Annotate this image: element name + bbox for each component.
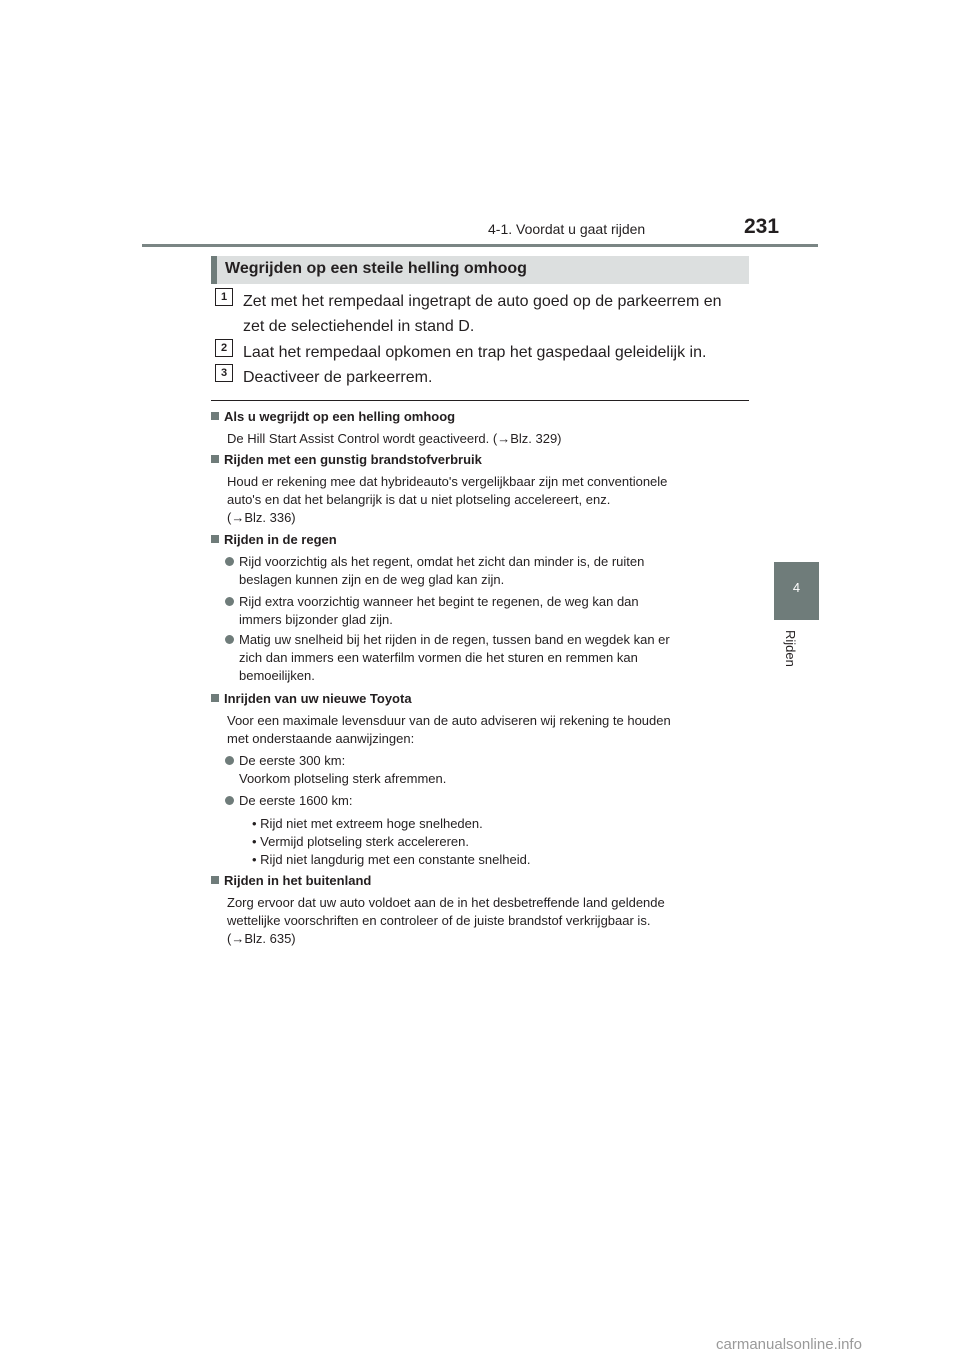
bullet-line: De eerste 300 km: [239, 753, 346, 768]
bullet-line: De eerste 1600 km: [239, 793, 353, 808]
bullet-line: Rijd extra voorzichtig wanneer het begint te regenen, de weg kan dan [239, 594, 639, 609]
note-line: (→Blz. 635) [227, 931, 296, 946]
note-title-fuel [211, 452, 482, 467]
bullet-line: Voorkom plotseling sterk afremmen. [239, 771, 447, 786]
header-section-title: 4-1. Voordat u gaat rijden [488, 221, 646, 237]
section-heading-text: Wegrijden op een steile helling omhoog [225, 260, 527, 277]
bullet-line: zich dan immers een waterfilm vormen die het sturen en remmen kan [239, 650, 638, 665]
round-bullet-icon [225, 557, 234, 566]
note-line: auto's en dat het belangrijk is dat u niet plotseling accelereert, enz. [227, 492, 611, 507]
sub-bullet-line: • Rijd niet met extreem hoge snelheden. [252, 816, 483, 831]
note-title-text: Inrijden van uw nieuwe Toyota [224, 691, 412, 706]
chapter-label-text: Rijden [783, 630, 798, 667]
bullet-line: immers bijzonder glad zijn. [239, 612, 393, 627]
bullet-line: Rijd voorzichtig als het regent, omdat het zicht dan minder is, de ruiten [239, 554, 645, 569]
bullet-line: bemoeilijken. [239, 668, 315, 683]
section-heading [211, 256, 749, 284]
round-bullet-icon [225, 796, 234, 805]
note-title-text: Rijden met een gunstig brandstofverbruik [224, 452, 482, 467]
step-number-1: 1 [215, 288, 233, 306]
step-1-line-1: Zet met het rempedaal ingetrapt de auto goed op de parkeerrem en [243, 293, 722, 310]
note-title-text: Rijden in de regen [224, 532, 337, 547]
watermark: carmanualsonline.info [716, 1336, 862, 1353]
page-number: 231 [744, 215, 780, 238]
round-bullet-icon [225, 756, 234, 765]
chapter-tab [774, 562, 819, 620]
square-bullet-icon [211, 412, 219, 420]
sub-bullet-line: • Rijd niet langdurig met een constante snelheid. [252, 852, 531, 867]
note-line: Zorg ervoor dat uw auto voldoet aan de in het desbetreffende land geldende [227, 895, 665, 910]
note-title-uphill [211, 409, 455, 424]
note-line: met onderstaande aanwijzingen: [227, 731, 415, 746]
square-bullet-icon [211, 694, 219, 702]
note-line: Houd er rekening mee dat hybrideauto's vergelijkbaar zijn met conventionele [227, 474, 668, 489]
step-number-3: 3 [215, 364, 233, 382]
note-line: De Hill Start Assist Control wordt geactiveerd. (→Blz. 329) [227, 431, 562, 446]
step-3-line-1: Deactiveer de parkeerrem. [243, 369, 433, 386]
sub-bullet-line: • Vermijd plotseling sterk accelereren. [252, 834, 469, 849]
note-title-text: Rijden in het buitenland [224, 873, 372, 888]
header-rule [142, 244, 818, 247]
bullet-line: Matig uw snelheid bij het rijden in de regen, tussen band en wegdek kan er [239, 632, 670, 647]
round-bullet-icon [225, 635, 234, 644]
step-1-line-2: zet de selectiehendel in stand D. [243, 318, 475, 335]
note-title-abroad [211, 873, 371, 888]
note-title-text: Als u wegrijdt op een helling omhoog [224, 409, 456, 424]
chapter-label [782, 630, 802, 680]
note-line: Voor een maximale levensduur van de auto adviseren wij rekening te houden [227, 713, 671, 728]
note-line: (→Blz. 336) [227, 510, 296, 525]
note-line: wettelijke voorschriften en controleer of de juiste brandstof verkrijgbaar is. [227, 913, 651, 928]
square-bullet-icon [211, 876, 219, 884]
heading-bar [211, 256, 217, 284]
square-bullet-icon [211, 455, 219, 463]
round-bullet-icon [225, 597, 234, 606]
step-number-2: 2 [215, 339, 233, 357]
note-title-rain [211, 532, 337, 547]
note-title-break-in [211, 691, 412, 706]
bullet-line: beslagen kunnen zijn en de weg glad kan zijn. [239, 572, 505, 587]
chapter-number: 4 [792, 580, 801, 595]
step-2-line-1: Laat het rempedaal opkomen en trap het gaspedaal geleidelijk in. [243, 344, 707, 361]
section-divider [211, 400, 749, 401]
square-bullet-icon [211, 535, 219, 543]
